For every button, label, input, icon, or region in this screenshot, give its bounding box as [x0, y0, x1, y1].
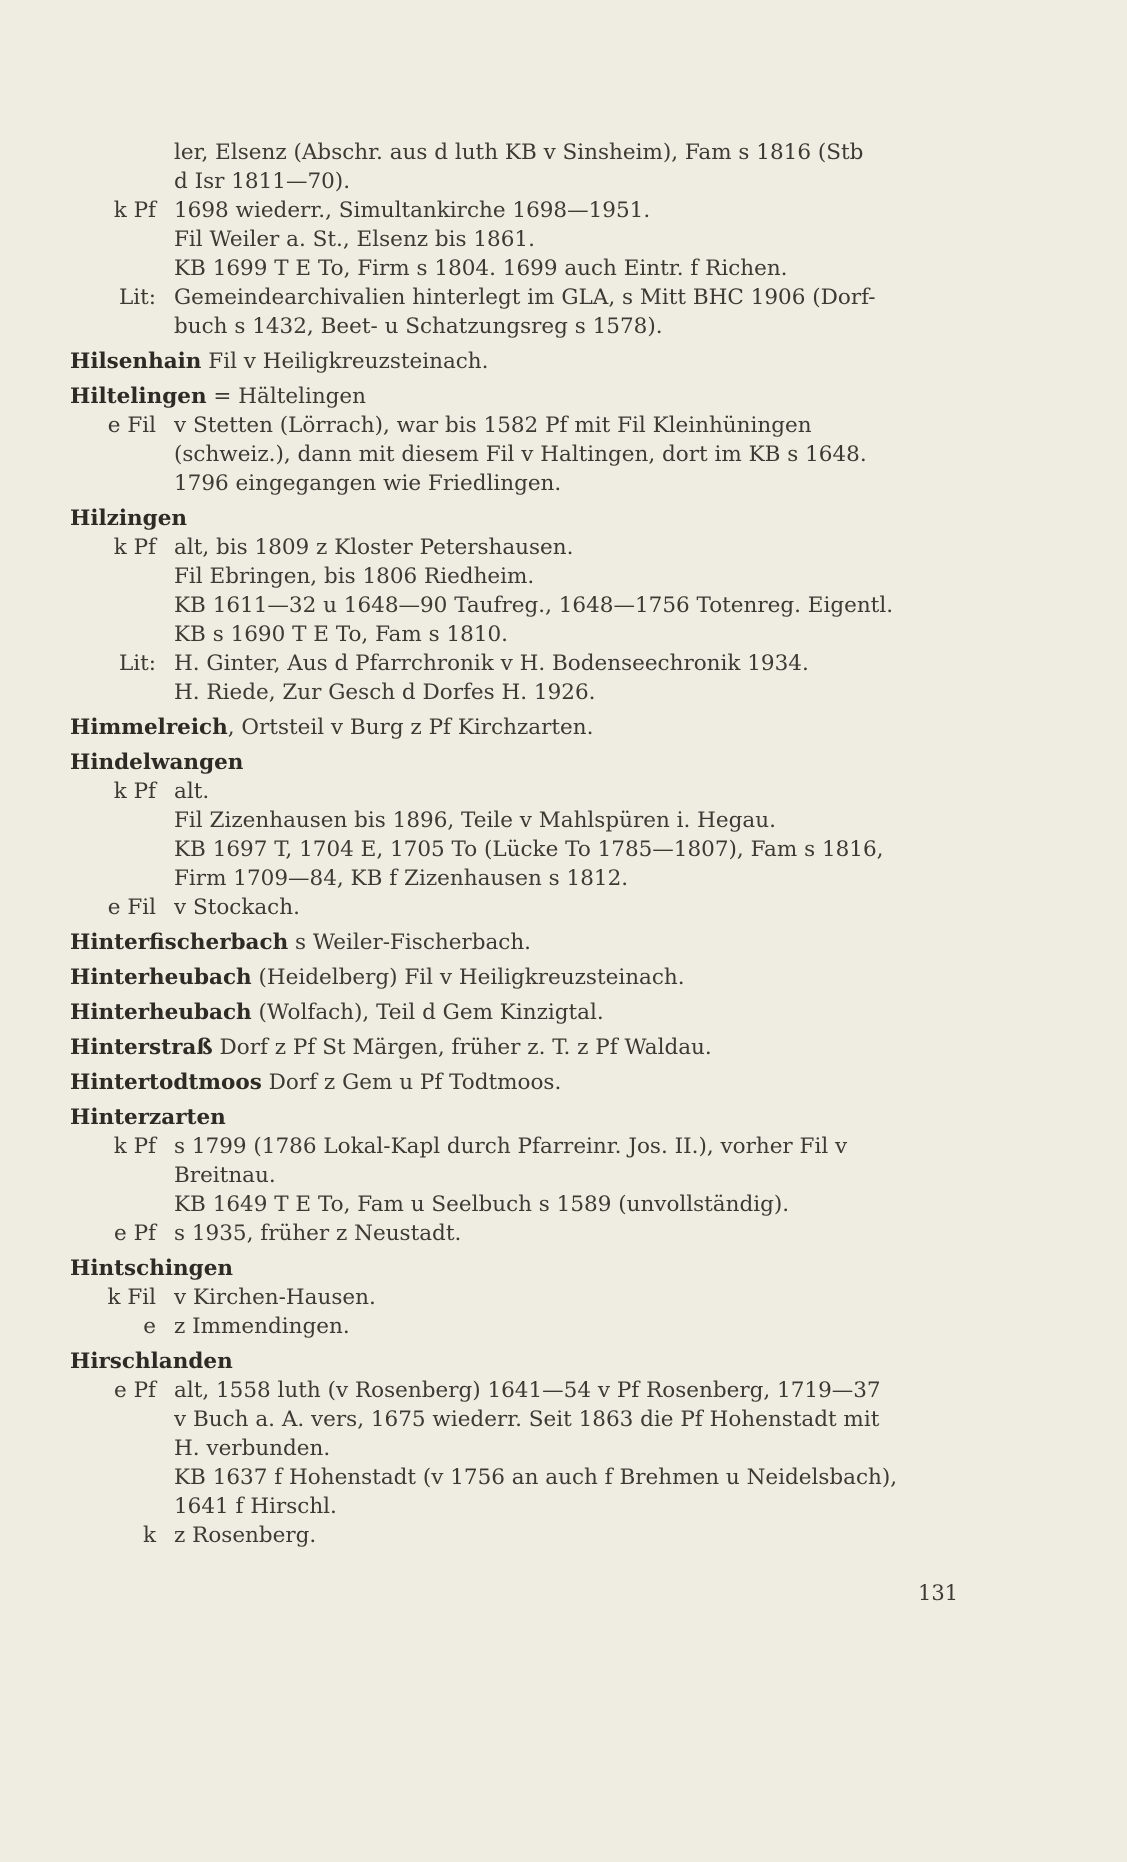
entry-detail-line: [70, 777, 990, 806]
entry-detail-line: [70, 1132, 990, 1161]
denomination-label: e Pf: [114, 1221, 156, 1246]
entry-detail-text: alt.: [174, 779, 210, 804]
continuation-line: KB 1697 T, 1704 E, 1705 To (Lücke To 1785—1807), Fam s 1816,: [174, 837, 884, 862]
denomination-label: Lit:: [118, 285, 156, 310]
entry-detail-text: z Rosenberg.: [174, 1523, 317, 1548]
entry-headword: Hintschingen: [70, 1256, 234, 1281]
entry-heading-line: [70, 1033, 990, 1062]
entry-detail-line: [70, 533, 990, 562]
continuation-line: KB 1699 T E To, Firm s 1804. 1699 auch Eintr. f Richen.: [174, 256, 788, 281]
continuation-line: H. verbunden.: [174, 1436, 331, 1461]
continuation-line: Firm 1709—84, KB f Zizenhausen s 1812.: [174, 866, 629, 891]
continuation-line: KB 1637 f Hohenstadt (v 1756 an auch f Brehmen u Neidelsbach),: [174, 1465, 898, 1490]
continuation-line: KB 1649 T E To, Fam u Seelbuch s 1589 (unvollständig).: [174, 1192, 790, 1217]
entry-headword: Hilzingen: [70, 506, 188, 531]
continuation-line: KB s 1690 T E To, Fam s 1810.: [174, 622, 509, 647]
entry-detail-line: [70, 283, 990, 312]
entry-heading-line: [70, 1254, 990, 1283]
entry-detail-line: [70, 411, 990, 440]
entry-heading-line: [70, 928, 990, 957]
denomination-label: e: [143, 1314, 156, 1339]
entry-heading-text: (Heidelberg) Fil v Heiligkreuzsteinach.: [251, 965, 685, 990]
entry-headword: Hinterstraß: [70, 1035, 213, 1060]
entry-detail-text: v Stockach.: [174, 895, 300, 920]
entry-heading-line: [70, 1347, 990, 1376]
continuation-line: v Buch a. A. vers, 1675 wiederr. Seit 1863 die Pf Hohenstadt mit: [174, 1407, 880, 1432]
denomination-label: k: [142, 1523, 156, 1548]
denomination-label: Lit:: [118, 651, 156, 676]
denomination-label: k Pf: [113, 198, 156, 223]
continuation-line: H. Riede, Zur Gesch d Dorfes H. 1926.: [174, 680, 596, 705]
continuation-line: (schweiz.), dann mit diesem Fil v Haltingen, dort im KB s 1648.: [174, 442, 867, 467]
entry-heading-text: = Hältelingen: [206, 384, 367, 409]
denomination-label: k Fil: [107, 1285, 156, 1310]
continuation-line: Breitnau.: [174, 1163, 276, 1188]
entry-headword: Hiltelingen: [70, 384, 207, 409]
entry-heading-text: Fil v Heiligkreuzsteinach.: [201, 349, 489, 374]
entry-heading-line: [70, 347, 990, 376]
entry-headword: Hinterzarten: [70, 1105, 226, 1130]
continuation-line: KB 1611—32 u 1648—90 Taufreg., 1648—1756 Totenreg. Eigentl.: [174, 593, 894, 618]
entry-detail-text: s 1935, früher z Neustadt.: [174, 1221, 462, 1246]
entry-detail-line: [70, 1376, 990, 1405]
gazetteer-text: [70, 138, 990, 1550]
entry-detail-text: alt, bis 1809 z Kloster Petershausen.: [174, 535, 574, 560]
entry-heading-line: [70, 713, 990, 742]
entry-headword: Hintertodtmoos: [70, 1070, 262, 1095]
entry-headword: Hinterfischerbach: [70, 930, 289, 955]
entry-detail-text: v Stetten (Lörrach), war bis 1582 Pf mit Fil Kleinhüningen: [174, 413, 812, 438]
entry-detail-text: s 1799 (1786 Lokal-Kapl durch Pfarreinr. Jos. II.), vorher Fil v: [174, 1134, 848, 1159]
entry-headword: Himmelreich: [70, 715, 228, 740]
entry-headword: Hilsenhain: [70, 349, 202, 374]
continuation-line: Fil Zizenhausen bis 1896, Teile v Mahlspüren i. Hegau.: [174, 808, 776, 833]
entry-heading-line: [70, 998, 990, 1027]
entry-detail-line: [70, 1219, 990, 1248]
entry-headword: Hinterheubach: [70, 1000, 252, 1025]
entry-detail-line: [70, 196, 990, 225]
entry-heading-text: , Ortsteil v Burg z Pf Kirchzarten.: [227, 715, 594, 740]
entry-heading-line: [70, 504, 990, 533]
entry-heading-text: Dorf z Pf St Märgen, früher z. T. z Pf Waldau.: [212, 1035, 712, 1060]
entry-heading-text: Dorf z Gem u Pf Todtmoos.: [261, 1070, 562, 1095]
entry-heading-line: [70, 1068, 990, 1097]
continuation-line: 1641 f Hirschl.: [174, 1494, 337, 1519]
entry-detail-line: [70, 1283, 990, 1312]
entry-detail-text: z Immendingen.: [174, 1314, 350, 1339]
continuation-line: Fil Ebringen, bis 1806 Riedheim.: [174, 564, 535, 589]
entry-detail-text: 1698 wiederr., Simultankirche 1698—1951.: [174, 198, 651, 223]
entry-detail-line: [70, 1521, 990, 1550]
entry-headword: Hinterheubach: [70, 965, 252, 990]
entry-detail-text: v Kirchen-Hausen.: [174, 1285, 376, 1310]
entry-detail-text: Gemeindearchivalien hinterlegt im GLA, s Mitt BHC 1906 (Dorf-: [174, 285, 876, 310]
denomination-label: e Fil: [107, 895, 156, 920]
denomination-label: k Pf: [113, 535, 156, 560]
entry-heading-line: [70, 748, 990, 777]
entry-detail-text: alt, 1558 luth (v Rosenberg) 1641—54 v Pf Rosenberg, 1719—37: [174, 1378, 881, 1403]
entry-detail-text: H. Ginter, Aus d Pfarrchronik v H. Bodenseechronik 1934.: [174, 651, 809, 676]
entry-headword: Hirschlanden: [70, 1349, 233, 1374]
denomination-label: k Pf: [113, 1134, 156, 1159]
denomination-label: e Fil: [107, 413, 156, 438]
continuation-line: Fil Weiler a. St., Elsenz bis 1861.: [174, 227, 535, 252]
continuation-line: 1796 eingegangen wie Friedlingen.: [174, 471, 562, 496]
entry-heading-line: [70, 382, 990, 411]
continuation-line: d Isr 1811—70).: [174, 169, 351, 194]
entry-headword: Hindelwangen: [70, 750, 244, 775]
entry-heading-text: (Wolfach), Teil d Gem Kinzigtal.: [251, 1000, 604, 1025]
entry-heading-line: [70, 1103, 990, 1132]
entry-detail-line: [70, 649, 990, 678]
entry-heading-line: [70, 963, 990, 992]
entry-detail-line: [70, 1312, 990, 1341]
entry-detail-line: [70, 893, 990, 922]
denomination-label: k Pf: [113, 779, 156, 804]
entry-heading-text: s Weiler-Fischerbach.: [288, 930, 532, 955]
page-number: 131: [918, 1581, 959, 1605]
continuation-line: buch s 1432, Beet- u Schatzungsreg s 1578).: [174, 314, 663, 339]
denomination-label: e Pf: [114, 1378, 156, 1403]
continuation-line: ler, Elsenz (Abschr. aus d luth KB v Sinsheim), Fam s 1816 (Stb: [174, 140, 864, 165]
